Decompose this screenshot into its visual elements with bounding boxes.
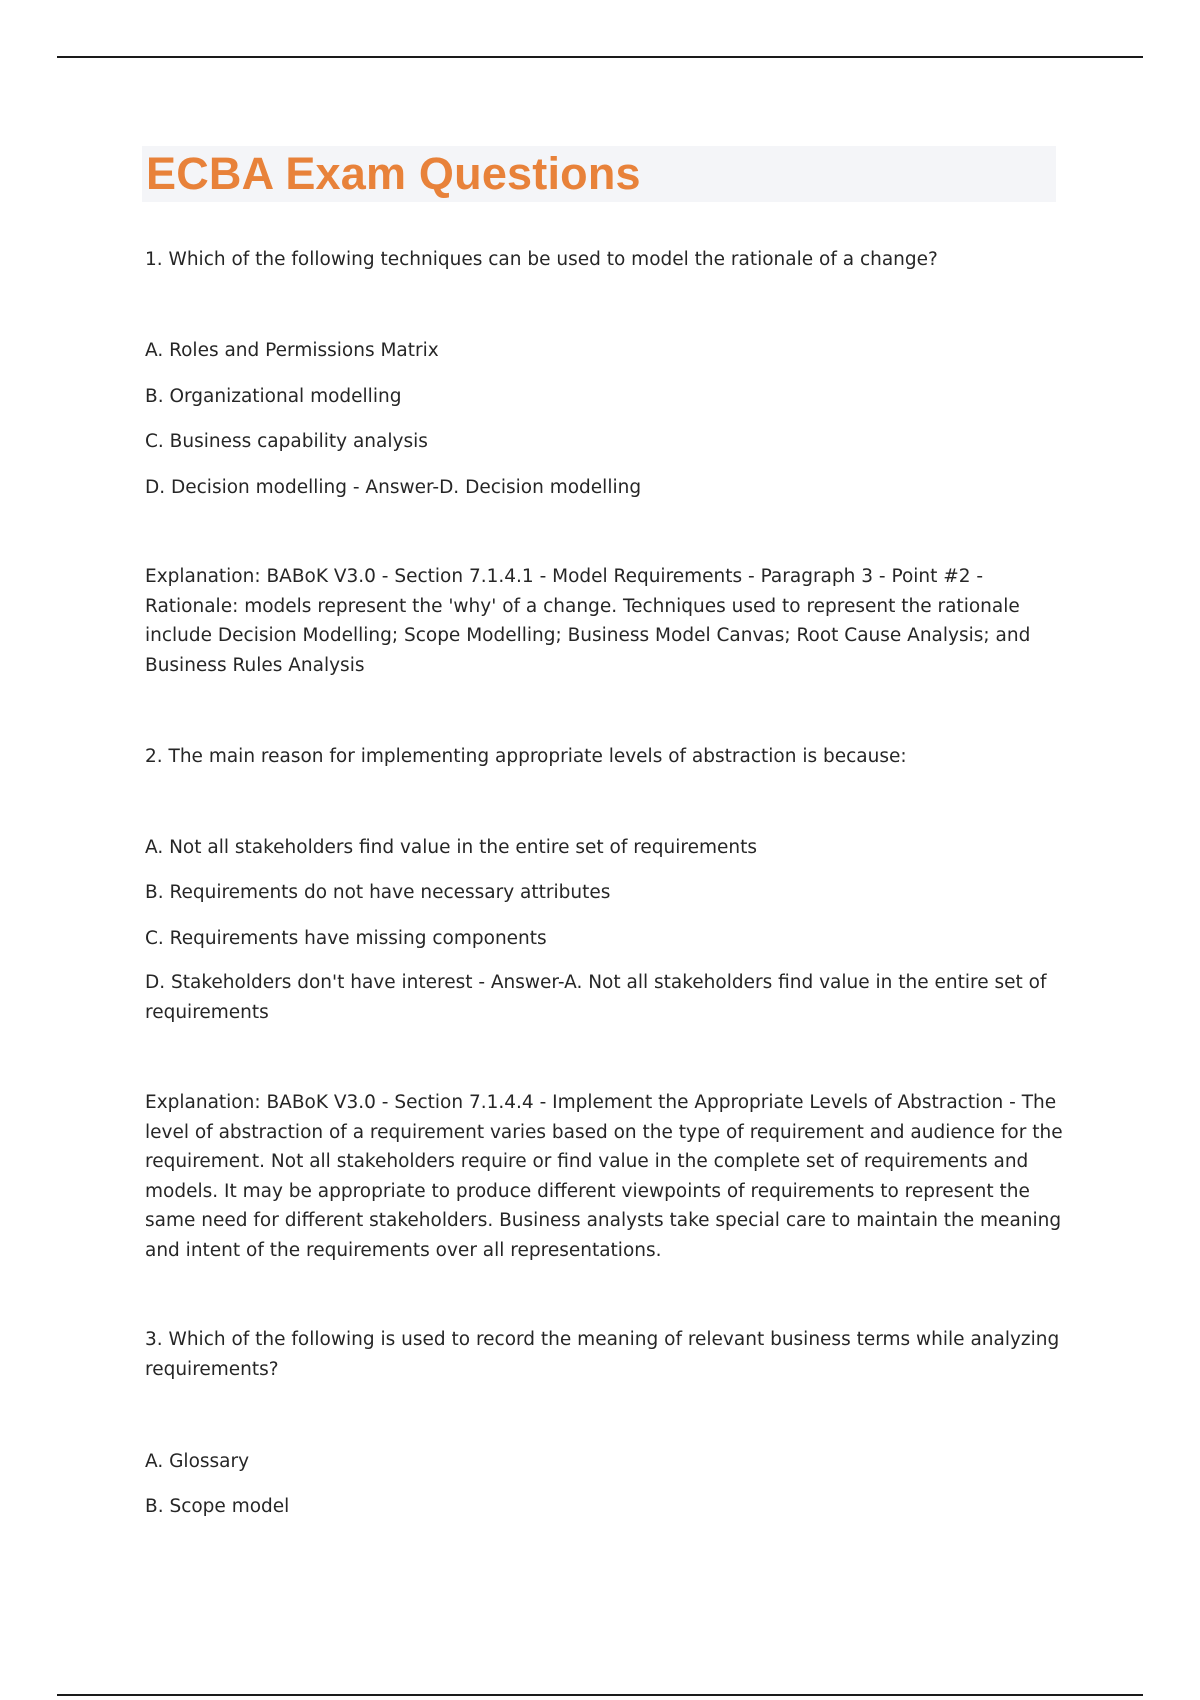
question-2-prompt: 2. The main reason for implementing appropriate levels of abstraction is because: xyxy=(145,746,907,767)
question-1-prompt: 1. Which of the following techniques can be used to model the rationale of a change? xyxy=(145,249,938,270)
question-2-option-d: D. Stakeholders don't have interest - Answer-A. Not all stakeholders find value in the entire set of requirements xyxy=(145,972,1047,1023)
question-2-option-a: A. Not all stakeholders find value in the entire set of requirements xyxy=(145,837,757,858)
question-2-explanation: Explanation: BABoK V3.0 - Section 7.1.4.4 - Implement the Appropriate Levels of Abstraction - The level of abstraction of a requirement varies based on the type of requirement and audience for the requirement. Not all stakeholders require or find value in the complete set of requirements and models. It may be appropriate to produce different viewpoints of requirements to represent the same need for different stakeholders. Business analysts take special care to maintain the meaning and intent of the requirements over all representations. xyxy=(145,1092,1063,1261)
page-title: ECBA Exam Questions xyxy=(146,148,641,199)
question-1-option-c: C. Business capability analysis xyxy=(145,431,428,452)
bottom-rule xyxy=(57,1694,1143,1696)
question-1-option-d: D. Decision modelling - Answer-D. Decision modelling xyxy=(145,477,642,498)
question-3-option-b: B. Scope model xyxy=(145,1496,290,1517)
question-1-option-a: A. Roles and Permissions Matrix xyxy=(145,340,439,361)
top-rule xyxy=(57,56,1143,58)
question-1-option-b: B. Organizational modelling xyxy=(145,386,402,407)
question-3-prompt: 3. Which of the following is used to record the meaning of relevant business terms while analyzing requirements? xyxy=(145,1329,1060,1380)
question-2-option-b: B. Requirements do not have necessary attributes xyxy=(145,882,611,903)
question-1-explanation: Explanation: BABoK V3.0 - Section 7.1.4.1 - Model Requirements - Paragraph 3 - Point #2 - Rationale: models represent the 'why' of a change. Techniques used to represent the rationale include Decision Modelling; Scope Modelling; Business Model Canvas; Root Cause Analysis; and Business Rules Analysis xyxy=(145,566,1031,676)
question-3-option-a: A. Glossary xyxy=(145,1451,250,1472)
question-2-option-c: C. Requirements have missing components xyxy=(145,928,547,949)
